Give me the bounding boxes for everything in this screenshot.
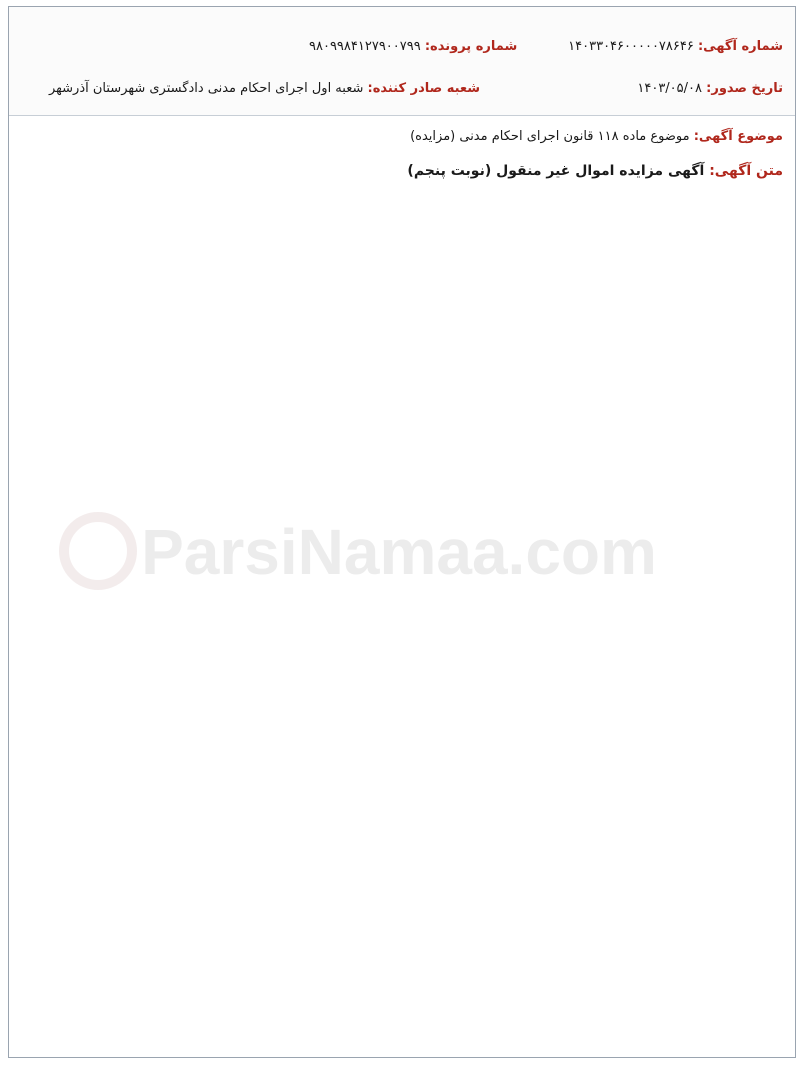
case-number-value: ۹۸۰۹۹۸۴۱۲۷۹۰۰۷۹۹	[309, 39, 421, 54]
notice-subject	[410, 129, 783, 144]
issue-date-label: تاریخ صدور:	[706, 81, 783, 96]
watermark-logo-icon	[59, 512, 137, 590]
title-value: آگهی مزایده اموال غیر منقول (نوبت پنجم)	[407, 163, 705, 179]
notice-number-label: شماره آگهی:	[697, 39, 783, 54]
issuing-branch-label: شعبه صادر کننده:	[367, 81, 481, 96]
subject-label: موضوع آگهی:	[693, 129, 783, 144]
case-number-label: شماره پرونده:	[424, 39, 518, 54]
notice-header	[9, 7, 795, 116]
watermark: ParsiNamaa.com	[141, 516, 657, 588]
notice-number-value: ۱۴۰۳۳۰۴۶۰۰۰۰۰۷۸۶۴۶	[568, 39, 694, 54]
case-number	[309, 39, 517, 54]
notice-title	[407, 163, 783, 179]
notice-number	[568, 39, 783, 54]
issuing-branch	[49, 81, 480, 96]
notice-frame	[8, 6, 796, 1058]
issue-date-value: ۱۴۰۳/۰۵/۰۸	[637, 81, 702, 96]
issuing-branch-value: شعبه اول اجرای احکام مدنی دادگستری شهرستان آذرشهر	[49, 81, 364, 96]
issue-date	[637, 81, 783, 96]
title-label: متن آگهی:	[709, 163, 783, 179]
subject-value: موضوع ماده ۱۱۸ قانون اجرای احکام مدنی (مزایده)	[410, 129, 690, 144]
